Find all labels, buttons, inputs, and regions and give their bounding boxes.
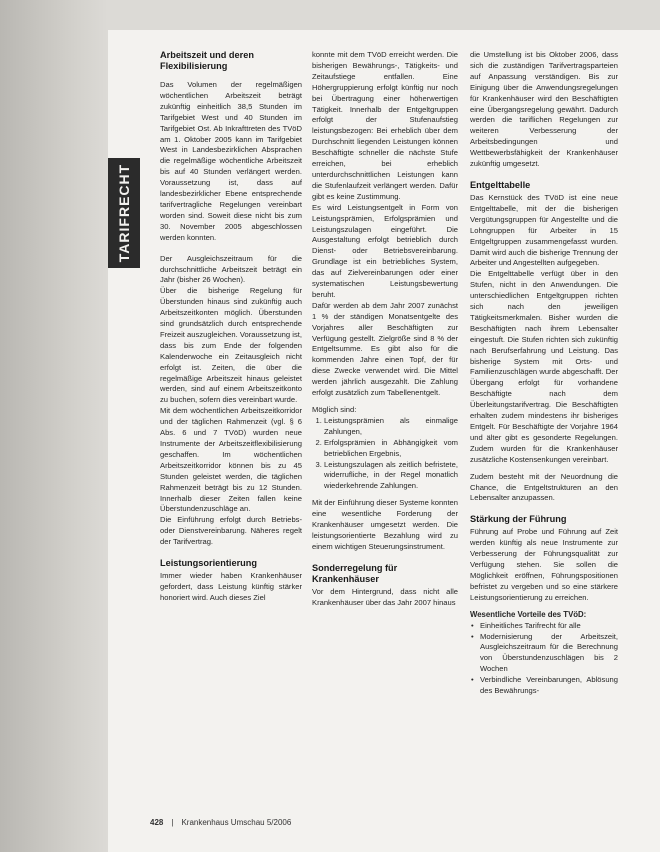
heading-fuehrung: Stärkung der Führung <box>470 514 567 525</box>
section-tab-label: TARIFRECHT <box>116 163 132 263</box>
paragraph: Über die bisherige Regelung für Überstunden hinaus sind zukünftig auch Arbeitszeitkonten möglich. Überstunden sind grundsätzlich durch entsprechende Freizeit auszugleichen. Voraussetzung ist, dass bis zum Ende der folgenden Kalenderwoche ein Zeitausgleich nicht erfolgt ist. Zeiten, die über die regelmäßige Arbeitszeit hinaus geleistet werden, sind auf einem Arbeitszeitkonto zu buchen, sofern dies vereinbart wurde. <box>160 286 302 405</box>
heading-vorteile: Wesentliche Vorteile des TVöD: <box>470 609 587 619</box>
paragraph: Das Kernstück des TVöD ist eine neue Entgelttabelle, mit der die bisherigen Vergütungsgruppen für Angestellte und die Lohngruppen für Arbeiter in 15 Entgeltgruppen zusammengefasst wurden. Damit wird auch die bisherige Trennung der Arbeiter und Angestellten aufgegeben. <box>470 192 618 268</box>
paragraph: Führung auf Probe und Führung auf Zeit werden künftig als neue Instrumente zur Verbesserung der Führungsqualität zur Verfügung stehen. Sie sollen die Möglichkeit eröffnen, Führungspositionen befristet zu vergeben und so eine stärkere Leistungsorientierung zu erreichen. <box>470 527 618 602</box>
paragraph: Möglich sind: <box>312 405 357 414</box>
heading-arbeitszeit: Arbeitszeit und deren Flexibilisierung <box>160 50 254 71</box>
text-column-1 <box>160 50 302 604</box>
paragraph: Die Entgelttabelle verfügt über in den Stufen, nicht in den Anwendungen. Die unterschiedlichen Entgeltgruppen richten sich nach den jeweiligen Tätigkeitsmerkmalen. Bisher wurden die Beschäftigten nach ihrem Lebensalter eingestuft. Die Stufen richten sich zukünftig nach Berufserfahrung und Leistung. Das bisherige System mit Orts- und Familienzuschlägen wurde abgeschafft. Der Übergang erfolgt für vorhandene Beschäftigte nach dem Überleitungstarifvertrag. Die Beschäftigten erhalten zudem mindestens ihr bisheriges Entgelt. Für Beschäftigte der Vorjahre 1964 und älter gibt es gesonderte Regelungen. Zudem wurden für die Krankenhäuser zusätzliche Kostensenkungen vereinbart. <box>470 269 618 464</box>
page-number: 428 <box>150 818 164 827</box>
heading-sonderregelung: Sonderregelung für Krankenhäuser <box>312 562 398 584</box>
paragraph: Das Volumen der regelmäßigen wöchentlichen Arbeitszeit beträgt zukünftig einheitlich 38,5 Stunden im Tarifgebiet West und 40 Stunden im Tarifgebiet Ost. Ab Inkrafttreten des TVöD am 1. Oktober 2005 kann im Tarifgebiet West in Landesbezirklichen Absprachen die regelmäßige wöchentliche Arbeitszeit bis auf 40 Stunden verlängert werden. Voraussetzung ist, dass auf landesbezirklicher Ebene entsprechende tarifvertragliche Regelungen vereinbart worden sind. Soweit diese nicht bis zum 30. November 2005 abgeschlossen werden konnten. <box>160 80 302 242</box>
heading-entgelttabelle: Entgelttabelle <box>470 179 531 190</box>
page-footer <box>150 818 291 827</box>
text-column-3 <box>470 50 618 697</box>
section-tab <box>108 158 140 268</box>
list-item: 2. Erfolgsprämien in Abhängigkeit vom betrieblichen Ergebnis, <box>324 438 458 460</box>
paragraph: Es wird Leistungsentgelt in Form von Leistungsprämien, Erfolgsprämien und Leistungszulagen eingeführt. Die Ausgestaltung erfolgt betrieblich durch Dienst- oder Betriebsvereinbarung. Grundlage ist ein betriebliches System, das auf Zielvereinbarungen oder einer systematischen Leistungsbewertung beruht. <box>312 202 458 299</box>
paragraph: Vor dem Hintergrund, dass nicht alle Krankenhäuser über das Jahr 2007 hinaus <box>312 586 458 607</box>
paragraph: Dafür werden ab dem Jahr 2007 zunächst 1 % der ständigen Monatsentgelte des Vorjahres aller Beschäftigten zur Verfügung gestellt. Zielgröße sind 8 % der Entgeltsumme. Es gibt also für die kommenden Jahre einen Topf, der für diese Zwecke verwendet wird. Die Mittel werden jährlich ausgezahlt. Die Zahlung erfolgt zusätzlich zum Tabellenentgelt. <box>312 300 458 398</box>
paragraph: Mit der Einführung dieser Systeme konnten eine wesentliche Forderung der Krankenhäuser umgesetzt werden. Die leistungsorientierte Bezahlung wird zu einem wichtigen Steuerungsinstrument. <box>312 498 458 551</box>
list-item: • Modernisierung der Arbeitszeit, Ausgleichszeitraum für die Berechnung von Überstundenzuschlägen bis 2 Wochen <box>480 632 618 676</box>
journal-name: Krankenhaus Umschau 5/2006 <box>181 818 292 827</box>
list-item: • Verbindliche Vereinbarungen, Ablösung des Bewährungs- <box>480 675 618 697</box>
list-item: 3. Leistungszulagen als zeitlich befristete, widerrufliche, in der Regel monatlich wiederkehrende Zahlungen. <box>324 460 458 493</box>
text-column-2 <box>312 50 458 609</box>
paragraph: die Umstellung ist bis Oktober 2006, dass sich die zuständigen Tarifvertragsparteien auf Anpassung verständigen. Bis zur Einigung über die Anwendungsregelungen für Krankenhäuser wird den Beschäftigten eine Übergangsregelung gewährt. Dadurch werden die tariflichen Regelungen zur weiteren Verbesserung der Arbeitsbedingungen und Wettbewerbsfähigkeit der Krankenhäuser zukünftig umgesetzt. <box>470 50 618 169</box>
paragraph: Mit dem wöchentlichen Arbeitszeitkorridor und der täglichen Rahmenzeit (vgl. § 6 Abs. 6 und 7 TVöD) wurden neue Instrumente der Arbeitszeitflexibilisierung geschaffen. Im wöchentlichen Arbeitszeitkorridor können bis zu 45 Stunden geleistet werden, die täglichen Rahmenzeit beträgt bis zu 12 Stunden. Innerhalb dieser Zeiten fallen keine Überstundenzuschläge an. <box>160 406 302 514</box>
heading-leistungsorientierung: Leistungsorientierung <box>160 558 257 569</box>
list-item: 1. Leistungsprämien als einmalige Zahlungen, <box>324 416 458 438</box>
numbered-list <box>312 416 458 492</box>
bullet-list <box>470 621 618 697</box>
paragraph: konnte mit dem TVöD erreicht werden. Die bisherigen Bewährungs-, Tätigkeits- und Zeitaufstiege entfallen. Eine Höhergruppierung erfolgt künftig nur noch bei Übertragung einer höherwertigen Tätigkeit. Innerhalb der Entgeltgruppen erfolgt der Stufenaufstieg leistungsbezogen: Bei erheblich über dem Durchschnitt liegenden Leistungen können Beschäftigte schneller die nächste Stufe erreichen, bei erheblich unterdurchschnittlichen Leistungen kann die Stufenlaufzeit verlängert werden. Dafür gibt es keine Zustimmung. <box>312 50 458 201</box>
list-item: • Einheitliches Tarifrecht für alle <box>480 621 618 632</box>
footer-separator: | <box>171 818 174 827</box>
paragraph: Die Einführung erfolgt durch Betriebs- oder Dienstvereinbarung. Näheres regelt der Tarifvertrag. <box>160 515 302 547</box>
binding-gutter <box>0 0 108 852</box>
paragraph: Immer wieder haben Krankenhäuser gefordert, dass Leistung künftig stärker honoriert wird. Auch dieses Ziel <box>160 571 302 602</box>
paragraph: Der Ausgleichszeitraum für die durchschnittliche Arbeitszeit beträgt ein Jahr (bisher 26 Wochen). <box>160 253 302 285</box>
paragraph: Zudem besteht mit der Neuordnung die Chance, die Entgeltstrukturen an den Lebensalter anzupassen. <box>470 471 618 503</box>
